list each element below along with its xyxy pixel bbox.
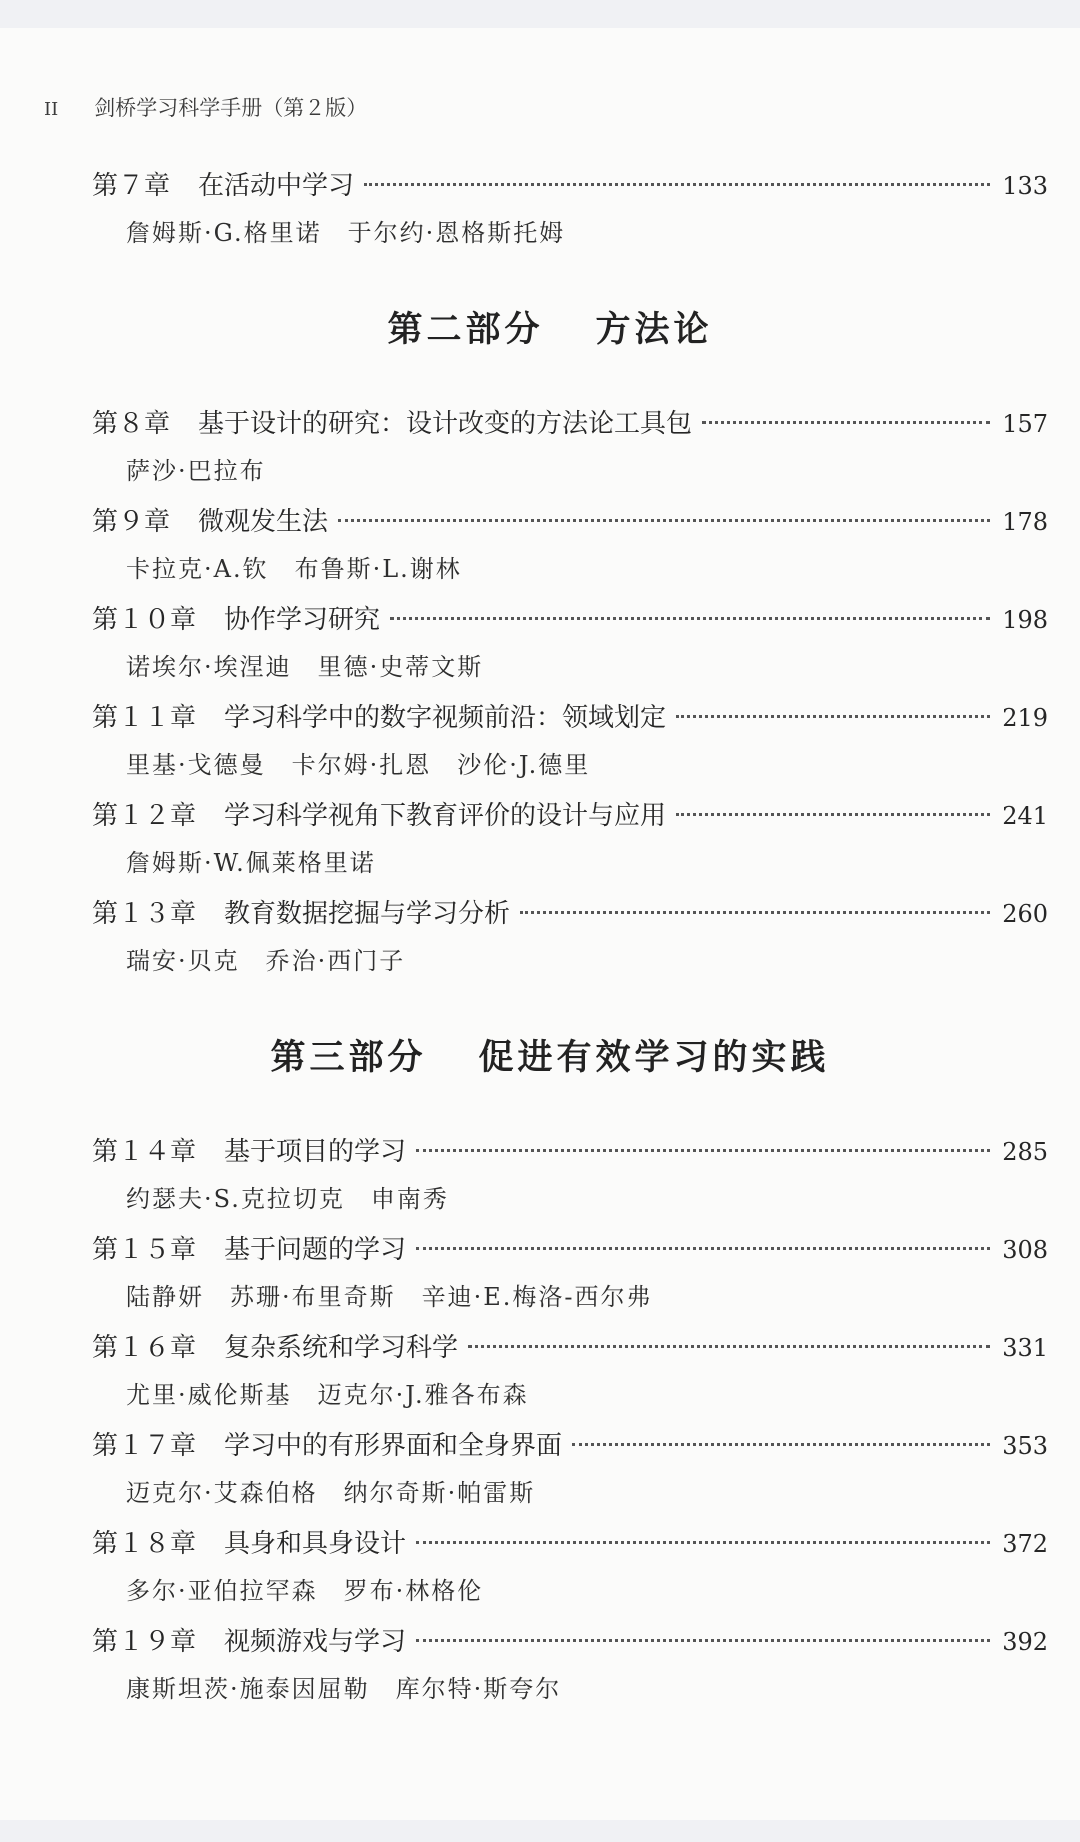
chapter-title: 复杂系统和学习科学: [224, 1333, 459, 1363]
toc-entry-row[interactable]: [92, 792, 1048, 840]
chapter-page: 353: [1002, 1432, 1048, 1460]
chapter-authors: 萨沙·巴拉布: [126, 457, 266, 485]
toc-entry-row[interactable]: [92, 1324, 1048, 1372]
chapter-title: 基于项目的学习: [224, 1137, 407, 1167]
chapter-number: 第１２章: [92, 801, 197, 831]
chapter-authors: 陆静妍 苏珊·布里奇斯 辛迪·E.梅洛-西尔弗: [126, 1283, 653, 1311]
chapter-authors: 詹姆斯·G.格里诺 于尔约·恩格斯托姆: [126, 219, 566, 247]
toc-entry: [92, 890, 1048, 988]
page-marker: II: [44, 99, 59, 120]
chapter-authors: 瑞安·贝克 乔治·西门子: [126, 947, 406, 975]
chapter-authors: 尤里·威伦斯基 迈克尔·J.雅各布森: [126, 1381, 529, 1409]
chapter-title: 视频游戏与学习: [224, 1627, 407, 1657]
toc-entry: [92, 1422, 1048, 1520]
chapter-authors: 多尔·亚伯拉罕森 罗布·林格伦: [126, 1577, 484, 1605]
chapter-number: 第１９章: [92, 1627, 197, 1657]
book-title: 剑桥学习科学手册（第２版）: [94, 96, 368, 120]
chapter-authors: 迈克尔·艾森伯格 纳尔奇斯·帕雷斯: [126, 1479, 536, 1507]
chapter-number: 第１７章: [92, 1431, 197, 1461]
chapter-page: 372: [1002, 1530, 1048, 1558]
chapter-title: 协作学习研究: [224, 605, 381, 635]
chapter-title: 基于问题的学习: [224, 1235, 407, 1265]
chapter-page: 198: [1002, 606, 1048, 634]
chapter-title: 学习科学视角下教育评价的设计与应用: [224, 801, 667, 831]
chapter-page: 241: [1002, 802, 1048, 830]
part3-chapter-list: [92, 1128, 1048, 1716]
dot-leader: [416, 1149, 990, 1152]
chapter-title: 学习科学中的数字视频前沿：领域划定: [224, 703, 667, 733]
toc-entry-row[interactable]: [92, 1618, 1048, 1666]
toc-entry-row[interactable]: [92, 1226, 1048, 1274]
chapter-title: 教育数据挖掘与学习分析: [224, 899, 511, 929]
chapter-authors: 詹姆斯·W.佩莱格里诺: [126, 849, 376, 877]
toc-entry-row[interactable]: [92, 1422, 1048, 1470]
dot-leader: [416, 1541, 990, 1544]
dot-leader: [416, 1639, 990, 1642]
chapter-page: 285: [1002, 1138, 1048, 1166]
dot-leader: [676, 715, 990, 718]
toc-entry: [92, 1520, 1048, 1618]
running-head: [44, 92, 367, 122]
toc-entry: [92, 1128, 1048, 1226]
toc-entry-row[interactable]: [92, 1128, 1048, 1176]
part-label: 第三部分: [270, 1037, 427, 1078]
dot-leader: [364, 183, 990, 186]
toc-entry: [92, 694, 1048, 792]
dot-leader: [390, 617, 990, 620]
chapter-authors: 康斯坦茨·施泰因屈勒 库尔特·斯夸尔: [126, 1675, 562, 1703]
chapter-authors: 里基·戈德曼 卡尔姆·扎恩 沙伦·J.德里: [126, 751, 591, 779]
chapter-page: 157: [1002, 410, 1048, 438]
chapter-page: 308: [1002, 1236, 1048, 1264]
toc-entry-row[interactable]: [92, 694, 1048, 742]
toc-entry-row[interactable]: [92, 1520, 1048, 1568]
toc-entry-row[interactable]: [92, 498, 1048, 546]
chapter-number: 第１３章: [92, 899, 197, 929]
toc-entry: [92, 1226, 1048, 1324]
part-heading: [52, 260, 1048, 400]
part2-chapter-list: [92, 400, 1048, 988]
dot-leader: [572, 1443, 990, 1446]
chapter-page: 260: [1002, 900, 1048, 928]
chapter-page: 331: [1002, 1334, 1048, 1362]
chapter-authors: 卡拉克·A.钦 布鲁斯·L.谢林: [126, 555, 462, 583]
toc-entry: [92, 400, 1048, 498]
chapter-title: 基于设计的研究：设计改变的方法论工具包: [198, 409, 693, 439]
dot-leader: [702, 421, 990, 424]
part-name: 促进有效学习的实践: [478, 1037, 830, 1078]
chapter-number: 第１６章: [92, 1333, 197, 1363]
toc-entry: [92, 162, 1048, 260]
chapter-number: 第１５章: [92, 1235, 197, 1265]
toc-entry-row[interactable]: [92, 596, 1048, 644]
toc-entry: [92, 1324, 1048, 1422]
toc-entry-row[interactable]: [92, 162, 1048, 210]
chapter-authors: 约瑟夫·S.克拉切克 申南秀: [126, 1185, 449, 1213]
part-name: 方法论: [595, 309, 713, 350]
dot-leader: [676, 813, 990, 816]
dot-leader: [338, 519, 990, 522]
toc-entry-row[interactable]: [92, 400, 1048, 448]
toc-entry: [92, 792, 1048, 890]
chapter-number: 第１１章: [92, 703, 197, 733]
dot-leader: [520, 911, 990, 914]
chapter-title: 微观发生法: [198, 507, 329, 537]
chapter-page: 219: [1002, 704, 1048, 732]
toc-entry-row[interactable]: [92, 890, 1048, 938]
chapter-number: 第７章: [92, 171, 171, 201]
toc-entry: [92, 498, 1048, 596]
chapter-number: 第９章: [92, 507, 171, 537]
table-of-contents: [92, 162, 1048, 1716]
toc-entry: [92, 1618, 1048, 1716]
chapter-number: 第８章: [92, 409, 171, 439]
toc-entry: [92, 596, 1048, 694]
dot-leader: [468, 1345, 990, 1348]
chapter-page: 392: [1002, 1628, 1048, 1656]
book-page: [0, 28, 1080, 1820]
chapter-number: 第１８章: [92, 1529, 197, 1559]
part-label: 第二部分: [387, 309, 544, 350]
dot-leader: [416, 1247, 990, 1250]
chapter-title: 学习中的有形界面和全身界面: [224, 1431, 563, 1461]
chapter-title: 具身和具身设计: [224, 1529, 407, 1559]
part-heading: [52, 988, 1048, 1128]
chapter-title: 在活动中学习: [198, 171, 355, 201]
chapter-number: 第１０章: [92, 605, 197, 635]
chapter-number: 第１４章: [92, 1137, 197, 1167]
chapter-authors: 诺埃尔·埃涅迪 里德·史蒂文斯: [126, 653, 484, 681]
chapter-page: 133: [1002, 172, 1048, 200]
chapter-page: 178: [1002, 508, 1048, 536]
